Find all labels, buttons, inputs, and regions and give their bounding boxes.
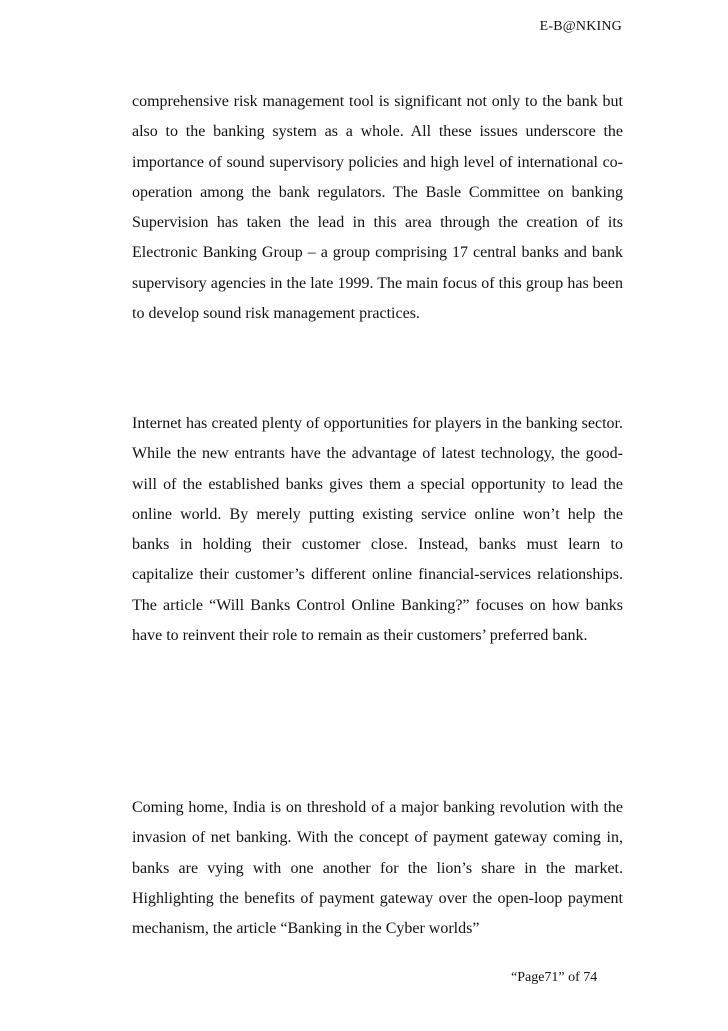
body-paragraph-risk-management: comprehensive risk management tool is significant not only to the bank but also to the banking system as a whole. All these issues underscore the importance of sound supervisory policies and high level of international co-operation among the bank regulators. The Basle Committee on banking Supervision has taken the lead in this area through the creation of its Electronic Banking Group – a group comprising 17 central banks and bank supervisory agencies in the late 1999. The main focus of this group has been to develop sound risk management practices. (132, 93, 623, 323)
body-paragraph-internet-opportunities: Internet has created plenty of opportunities for players in the banking sector. While the new entrants have the advantage of latest technology, the good-will of the established banks gives them a special opportunity to lead the online world. By merely putting existing service online won’t help the banks in holding their customer close. Instead, banks must learn to capitalize their customer’s different online financial-services relationships. The article “Will Banks Control Online Banking?” focuses on how banks have to reinvent their role to remain as their customers’ preferred bank. (132, 415, 623, 645)
body-paragraph-india-net-banking: Coming home, India is on threshold of a major banking revolution with the invasion of net banking. With the concept of payment gateway coming in, banks are vying with one another for the lion’s share in the market. Highlighting the benefits of payment gateway over the open-loop payment mechanism, the article “Banking in the Cyber worlds” (132, 799, 623, 938)
page-number: “Page71” of 74 (511, 970, 598, 985)
running-header: E-B@NKING (539, 19, 622, 34)
